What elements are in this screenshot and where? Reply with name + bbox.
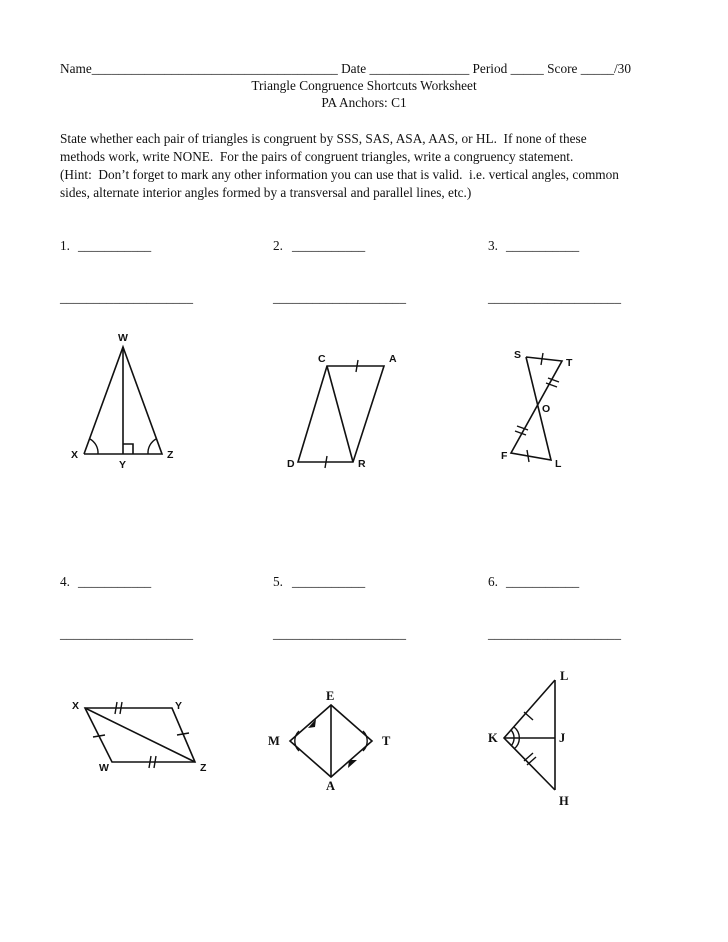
instruction-line-4: sides, alternate interior angles formed by a transversal and parallel lines, etc.) [60,185,472,200]
problem-2-statement-blank[interactable]: ____________________ [273,290,406,305]
label-a: A [326,779,336,793]
label-r: R [358,458,366,470]
problem-1-number: 1. [60,238,70,253]
worksheet-title: Triangle Congruence Shortcuts Worksheet [251,78,477,93]
problem-3-statement-blank[interactable]: ____________________ [488,290,621,305]
label-t: T [382,734,391,748]
problem-1-statement-blank[interactable]: ____________________ [60,290,193,305]
problem-2-number: 2. [273,238,283,253]
problem-6-number: 6. [488,574,498,589]
label-z: Z [167,449,174,461]
problem-5-statement-blank[interactable]: ____________________ [273,626,406,641]
label-x: X [72,700,80,712]
label-m: M [268,734,280,748]
label-w: W [99,762,109,774]
label-s: S [514,349,522,361]
label-x: X [71,449,79,461]
label-c: C [318,353,326,365]
problem-5-number: 5. [273,574,283,589]
label-j: J [559,731,566,745]
problem-2-answer-blank[interactable]: ___________ [292,238,366,253]
label-k: K [488,731,498,745]
label-w: W [118,332,128,344]
problem-5-answer-blank[interactable]: ___________ [292,574,366,589]
problem-6-statement-blank[interactable]: ____________________ [488,626,621,641]
problem-3-number: 3. [488,238,498,253]
instruction-line-2: methods work, write NONE. For the pairs of congruent triangles, write a congruency statement. [60,149,574,164]
label-d: D [287,458,295,470]
label-l: L [560,669,569,683]
label-o: O [542,403,551,415]
label-y: Y [119,459,127,471]
instruction-line-1: State whether each pair of triangles is congruent by SSS, SAS, ASA, AAS, or HL. If none of these [60,131,587,146]
problem-4-statement-blank[interactable]: ____________________ [60,626,193,641]
instruction-line-3: (Hint: Don’t forget to mark any other information you can use that is valid. i.e. vertical angles, common [60,167,619,182]
problem-1-answer-blank[interactable]: ___________ [78,238,152,253]
label-f: F [501,450,508,462]
label-z: Z [200,762,207,774]
label-a: A [389,353,397,365]
pa-anchors: PA Anchors: C1 [321,95,407,110]
label-h: H [559,794,569,808]
problem-4-answer-blank[interactable]: ___________ [78,574,152,589]
problem-3-answer-blank[interactable]: ___________ [506,238,580,253]
name-date-period-score-line: Name_____________________________________ Date _______________ Period _____ Score _____/30 [60,61,631,76]
label-l: L [555,458,562,470]
problem-6-answer-blank[interactable]: ___________ [506,574,580,589]
label-e: E [326,689,335,703]
label-t: T [566,357,573,369]
problem-4-number: 4. [60,574,70,589]
label-y: Y [175,700,183,712]
